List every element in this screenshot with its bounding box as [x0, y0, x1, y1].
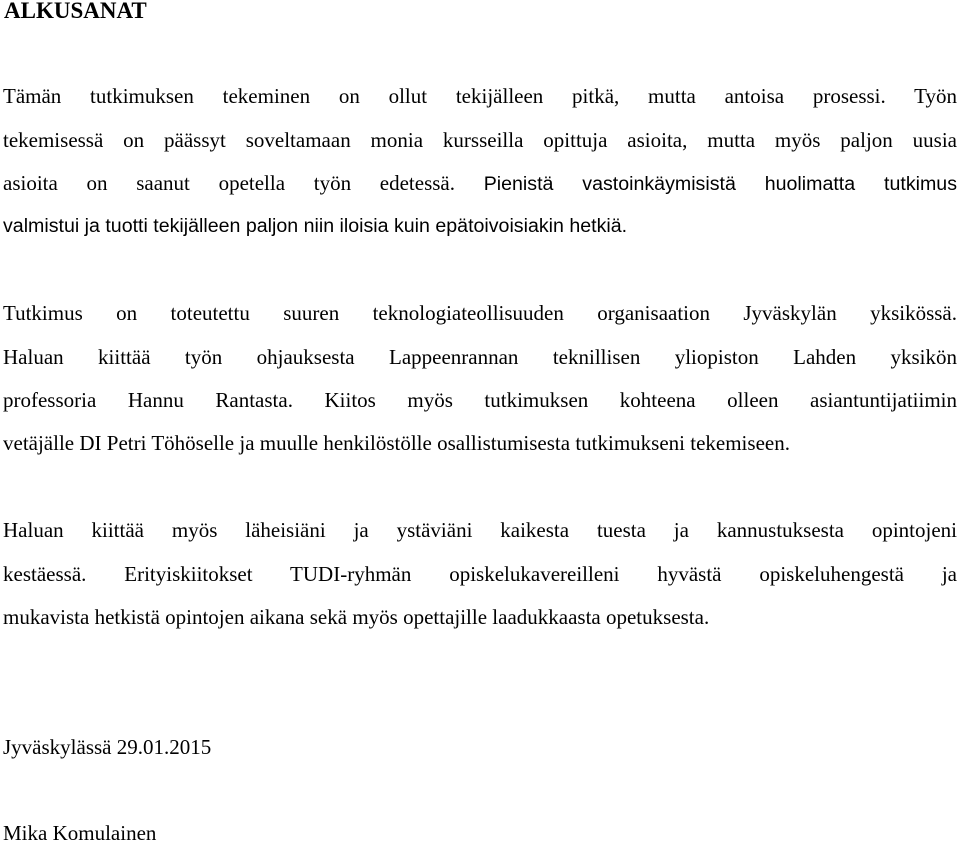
place-date: Jyväskylässä 29.01.2015 — [3, 735, 212, 759]
paragraph-3-line-2: kestäessä. Erityiskiitokset TUDI-ryhmän opiskelukavereilleni hyvästä opiskeluhengestä ja — [3, 562, 957, 586]
paragraph-2-line-2: Haluan kiittää työn ohjauksesta Lappeenrannan teknillisen yliopiston Lahden yksikön — [3, 345, 957, 369]
paragraph-2-line-1: Tutkimus on toteutettu suuren teknologiateollisuuden organisaation Jyväskylän yksikössä. — [3, 301, 957, 325]
author-name: Mika Komulainen — [3, 821, 157, 845]
paragraph-3-line-1: Haluan kiittää myös läheisiäni ja ystäviäni kaikesta tuesta ja kannustuksesta opintojeni — [3, 518, 957, 542]
paragraph-1-line-4: valmistui ja tuotti tekijälleen paljon niin iloisia kuin epätoivoisiakin hetkiä. — [3, 215, 628, 237]
page-title: ALKUSANAT — [4, 0, 147, 23]
paragraph-2-line-3: professoria Hannu Rantasta. Kiitos myös tutkimuksen kohteena olleen asiantuntijatiimin — [3, 388, 957, 412]
paragraph-1-line-1: Tämän tutkimuksen tekeminen on ollut tekijälleen pitkä, mutta antoisa prosessi. Työn — [3, 84, 957, 108]
paragraph-3-line-3: mukavista hetkistä opintojen aikana sekä myös opettajille laadukkaasta opetuksesta. — [3, 605, 710, 629]
paragraph-1-line-3 — [3, 169, 957, 198]
paragraph-2-line-4: vetäjälle DI Petri Töhöselle ja muulle henkilöstölle osallistumisesta tutkimukseni tekemiseen. — [3, 431, 790, 455]
paragraph-1-line-2: tekemisessä on päässyt soveltamaan monia kursseilla opittuja asioita, mutta myös paljon uusia — [3, 128, 957, 152]
paragraph-1-line-3-text: asioita on saanut opetella työn edetessä. Pienistä vastoinkäymisistä huolimatta tutkimus — [3, 171, 957, 195]
